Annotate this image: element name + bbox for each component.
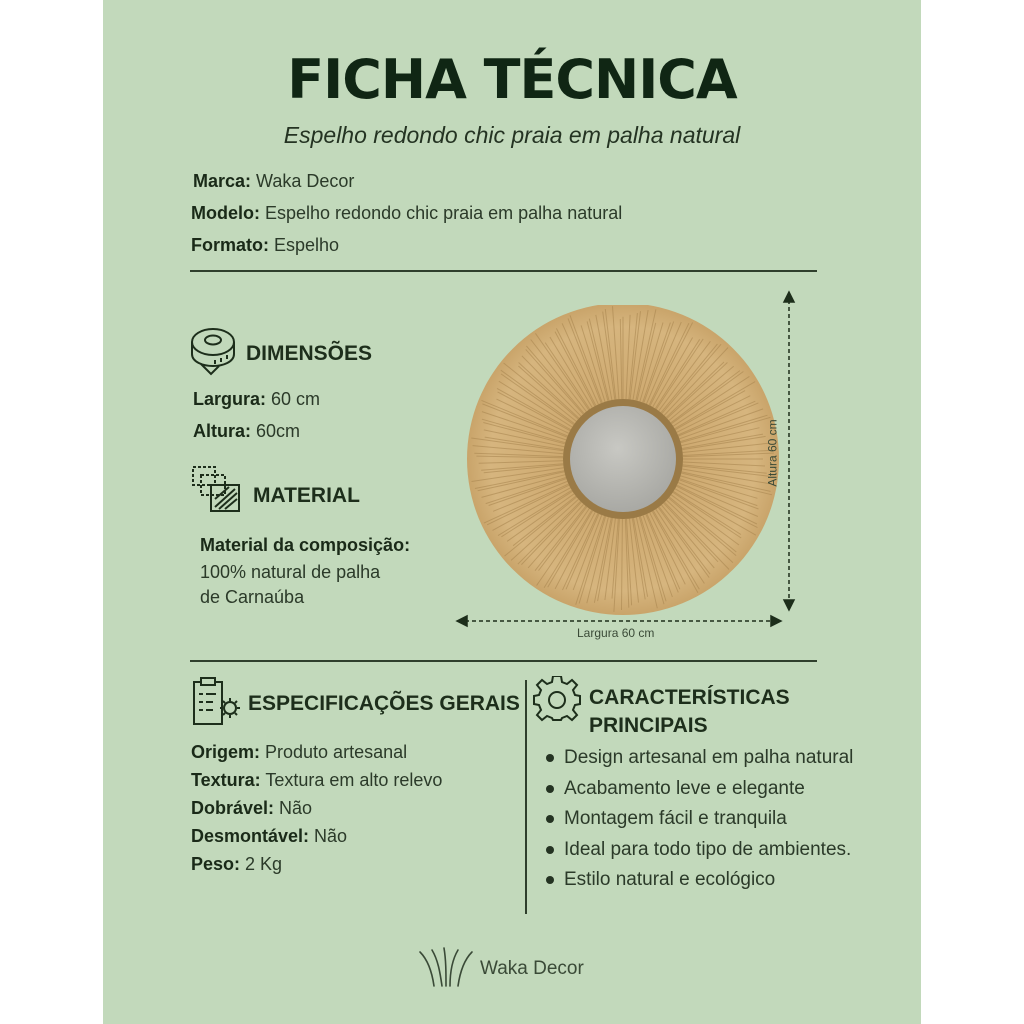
list-item: Ideal para todo tipo de ambientes. xyxy=(546,835,853,866)
material-composicao-line1: 100% natural de palha xyxy=(200,562,381,582)
divider-top xyxy=(190,270,817,272)
material-composicao-line2: de Carnaúba xyxy=(200,587,305,607)
list-item: Acabamento leve e elegante xyxy=(546,774,853,805)
especificacoes-title: ESPECIFICAÇÕES GERAIS xyxy=(248,692,520,715)
spec-peso: Peso: 2 Kg xyxy=(191,854,283,874)
info-formato xyxy=(191,233,339,257)
modelo-value: Espelho redondo chic praia em palha natural xyxy=(260,203,623,223)
dim-altura xyxy=(193,419,300,443)
caracteristicas-list xyxy=(546,743,853,896)
formato-value: Espelho xyxy=(269,235,340,255)
divider-middle xyxy=(190,660,817,662)
list-item: Montagem fácil e tranquila xyxy=(546,804,853,835)
especificacoes-list xyxy=(191,740,442,880)
tape-measure-icon xyxy=(189,324,241,378)
clipboard-gear-icon xyxy=(191,676,243,728)
page-subtitle: Espelho redondo chic praia em palha natural xyxy=(283,122,741,148)
list-item: Estilo natural e ecológico xyxy=(546,865,853,896)
fabric-swatch-icon xyxy=(189,463,245,517)
height-dimension-label: Altura 60 cm xyxy=(765,419,780,487)
spec-desmontavel: Desmontável: Não xyxy=(191,826,348,846)
bullet-icon xyxy=(546,815,554,823)
material-title: MATERIAL xyxy=(253,484,360,507)
list-item: Design artesanal em palha natural xyxy=(546,743,853,774)
width-dimension-label: Largura 60 cm xyxy=(577,626,655,640)
page-title: FICHA TÉCNICA xyxy=(287,48,737,111)
caracteristicas-title-line2: PRINCIPAIS xyxy=(589,714,708,737)
largura-value: 60 cm xyxy=(266,389,321,409)
bullet-icon xyxy=(546,754,554,762)
modelo-label: Modelo: xyxy=(191,203,260,223)
footer-brand: Waka Decor xyxy=(480,958,584,979)
formato-label: Formato: xyxy=(191,235,269,255)
altura-label: Altura: xyxy=(193,421,251,441)
gear-icon xyxy=(533,676,581,724)
spec-textura: Textura: Textura em alto relevo xyxy=(191,770,443,790)
spec-origem: Origem: Produto artesanal xyxy=(191,742,408,762)
wheat-logo-icon xyxy=(416,944,476,990)
bullet-icon xyxy=(546,785,554,793)
material-composicao-label: Material da composição: xyxy=(200,535,411,555)
dim-largura xyxy=(193,387,320,411)
largura-label: Largura: xyxy=(193,389,267,409)
altura-value: 60cm xyxy=(251,421,301,441)
divider-vertical xyxy=(525,680,527,914)
marca-value: Waka Decor xyxy=(251,171,355,191)
dimensoes-title: DIMENSÕES xyxy=(246,342,373,365)
caracteristicas-title-line1: CARACTERÍSTICAS xyxy=(589,686,790,709)
marca-label: Marca: xyxy=(193,171,252,191)
spec-sheet xyxy=(103,0,921,1024)
spec-dobravel: Dobrável: Não xyxy=(191,798,313,818)
bullet-icon xyxy=(546,846,554,854)
bullet-icon xyxy=(546,876,554,884)
info-modelo xyxy=(191,201,622,225)
dimension-arrows xyxy=(453,288,803,633)
info-marca xyxy=(193,169,354,193)
